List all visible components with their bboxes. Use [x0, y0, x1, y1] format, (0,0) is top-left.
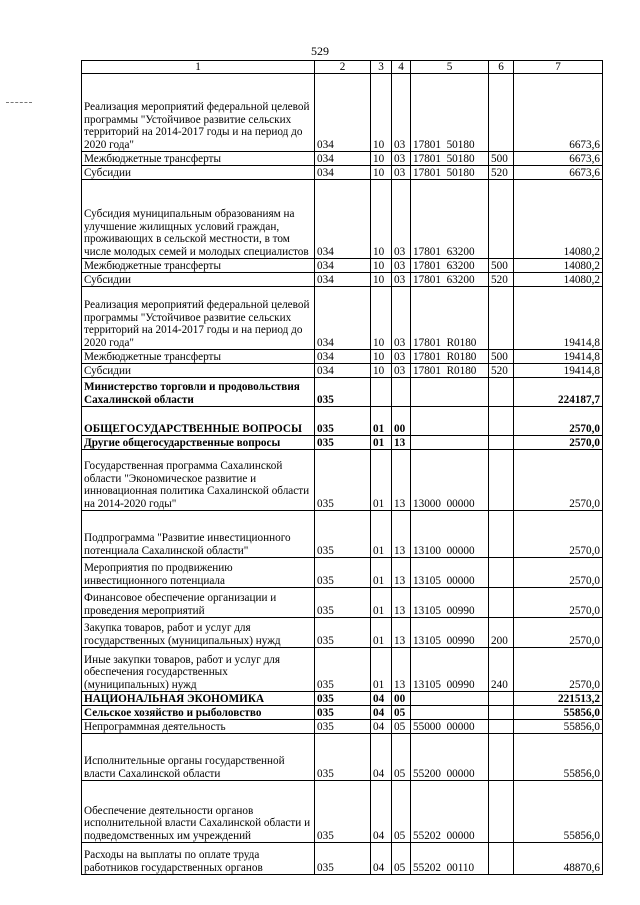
- row-amount-cell: 55856,0: [514, 781, 603, 843]
- row-ministry-code-cell: 034: [315, 273, 371, 287]
- row-name-cell: Реализация мероприятий федеральной целевой программы "Устойчивое развитие сельских территорий на 2014-2017 годы и на период до 2020 года": [82, 74, 315, 152]
- row-section-cell: 10: [371, 166, 392, 180]
- table-row: [82, 407, 603, 436]
- header-col-2: 2: [315, 61, 371, 74]
- row-target-article-cell: 17801 63200: [411, 180, 489, 259]
- row-ministry-code-cell: 034: [315, 287, 371, 350]
- row-target-article-cell: [411, 407, 489, 436]
- row-expense-type-cell: [489, 558, 514, 588]
- row-section-cell: 10: [371, 287, 392, 350]
- table-row: [82, 720, 603, 734]
- table-row: [82, 273, 603, 287]
- row-section-cell: 01: [371, 407, 392, 436]
- row-expense-type-cell: [489, 692, 514, 706]
- row-subsection-cell: 13: [392, 436, 411, 450]
- table-row: [82, 287, 603, 350]
- row-section-cell: 10: [371, 152, 392, 166]
- row-name-cell: Закупка товаров, работ и услуг для государственных (муниципальных) нужд: [82, 618, 315, 648]
- table-row: [82, 588, 603, 618]
- row-ministry-code-cell: 035: [315, 734, 371, 781]
- row-target-article-cell: 13105 00000: [411, 558, 489, 588]
- row-name-cell: Иные закупки товаров, работ и услуг для обеспечения государственных (муниципальных) нужд: [82, 648, 315, 692]
- row-ministry-code-cell: 035: [315, 588, 371, 618]
- row-target-article-cell: 55202 00000: [411, 781, 489, 843]
- row-target-article-cell: 17801 50180: [411, 152, 489, 166]
- row-amount-cell: 2570,0: [514, 648, 603, 692]
- table-row: [82, 436, 603, 450]
- row-amount-cell: 2570,0: [514, 450, 603, 511]
- row-ministry-code-cell: 034: [315, 259, 371, 273]
- table-row: [82, 259, 603, 273]
- table-row: [82, 692, 603, 706]
- row-expense-type-cell: [489, 180, 514, 259]
- row-ministry-code-cell: 035: [315, 706, 371, 720]
- row-expense-type-cell: [489, 720, 514, 734]
- table-row: [82, 378, 603, 407]
- row-ministry-code-cell: 035: [315, 781, 371, 843]
- table-row: [82, 618, 603, 648]
- row-subsection-cell: 00: [392, 692, 411, 706]
- row-section-cell: 04: [371, 843, 392, 875]
- row-target-article-cell: 13100 00000: [411, 511, 489, 558]
- row-section-cell: 01: [371, 618, 392, 648]
- row-subsection-cell: 13: [392, 558, 411, 588]
- row-ministry-code-cell: 034: [315, 350, 371, 364]
- table-row: [82, 74, 603, 152]
- row-section-cell: 04: [371, 706, 392, 720]
- row-amount-cell: 2570,0: [514, 511, 603, 558]
- row-expense-type-cell: [489, 781, 514, 843]
- row-ministry-code-cell: 035: [315, 558, 371, 588]
- row-subsection-cell: 13: [392, 648, 411, 692]
- row-expense-type-cell: [489, 74, 514, 152]
- row-target-article-cell: 17801 63200: [411, 259, 489, 273]
- row-subsection-cell: 13: [392, 618, 411, 648]
- row-name-cell: Сельское хозяйство и рыболовство: [82, 706, 315, 720]
- row-section-cell: 10: [371, 259, 392, 273]
- row-expense-type-cell: 500: [489, 259, 514, 273]
- row-amount-cell: 2570,0: [514, 588, 603, 618]
- table-row: [82, 152, 603, 166]
- row-expense-type-cell: 520: [489, 364, 514, 378]
- row-ministry-code-cell: 035: [315, 450, 371, 511]
- row-name-cell: Межбюджетные трансферты: [82, 350, 315, 364]
- row-expense-type-cell: [489, 450, 514, 511]
- row-subsection-cell: 05: [392, 734, 411, 781]
- row-expense-type-cell: [489, 511, 514, 558]
- row-section-cell: 01: [371, 450, 392, 511]
- header-col-5: 5: [411, 61, 489, 74]
- row-subsection-cell: 03: [392, 166, 411, 180]
- row-target-article-cell: 17801 50180: [411, 74, 489, 152]
- row-subsection-cell: 03: [392, 350, 411, 364]
- row-section-cell: 01: [371, 588, 392, 618]
- header-col-3: 3: [371, 61, 392, 74]
- row-ministry-code-cell: 035: [315, 407, 371, 436]
- row-target-article-cell: 13105 00990: [411, 588, 489, 618]
- table-row: [82, 648, 603, 692]
- row-ministry-code-cell: 034: [315, 152, 371, 166]
- row-subsection-cell: 13: [392, 450, 411, 511]
- row-amount-cell: 6673,6: [514, 152, 603, 166]
- table-row: [82, 166, 603, 180]
- row-amount-cell: 2570,0: [514, 618, 603, 648]
- row-target-article-cell: 55000 00000: [411, 720, 489, 734]
- row-target-article-cell: [411, 378, 489, 407]
- row-amount-cell: 221513,2: [514, 692, 603, 706]
- row-expense-type-cell: [489, 287, 514, 350]
- row-section-cell: 04: [371, 692, 392, 706]
- row-target-article-cell: 13000 00000: [411, 450, 489, 511]
- row-section-cell: [371, 378, 392, 407]
- row-target-article-cell: 17801 R0180: [411, 287, 489, 350]
- row-amount-cell: 55856,0: [514, 720, 603, 734]
- budget-table: [81, 60, 603, 875]
- page-number: 529: [311, 44, 329, 58]
- row-amount-cell: 48870,6: [514, 843, 603, 875]
- row-subsection-cell: 05: [392, 843, 411, 875]
- row-name-cell: Мероприятия по продвижению инвестиционного потенциала: [82, 558, 315, 588]
- row-expense-type-cell: [489, 843, 514, 875]
- row-ministry-code-cell: 035: [315, 720, 371, 734]
- row-subsection-cell: 05: [392, 720, 411, 734]
- row-target-article-cell: [411, 692, 489, 706]
- row-name-cell: Реализация мероприятий федеральной целевой программы "Устойчивое развитие сельских территорий на 2014-2017 годы и на период до 2020 года": [82, 287, 315, 350]
- row-expense-type-cell: [489, 378, 514, 407]
- row-section-cell: 10: [371, 74, 392, 152]
- row-amount-cell: 6673,6: [514, 166, 603, 180]
- row-subsection-cell: 13: [392, 588, 411, 618]
- row-expense-type-cell: 500: [489, 350, 514, 364]
- header-col-4: 4: [392, 61, 411, 74]
- row-section-cell: 04: [371, 734, 392, 781]
- row-target-article-cell: 17801 R0180: [411, 350, 489, 364]
- table-row: [82, 350, 603, 364]
- row-section-cell: 10: [371, 273, 392, 287]
- row-ministry-code-cell: 035: [315, 692, 371, 706]
- row-expense-type-cell: [489, 588, 514, 618]
- row-ministry-code-cell: 035: [315, 843, 371, 875]
- row-expense-type-cell: [489, 407, 514, 436]
- row-name-cell: Расходы на выплаты по оплате труда работников государственных органов: [82, 843, 315, 875]
- row-target-article-cell: 55202 00110: [411, 843, 489, 875]
- row-target-article-cell: 17801 63200: [411, 273, 489, 287]
- row-amount-cell: 14080,2: [514, 259, 603, 273]
- row-ministry-code-cell: 035: [315, 648, 371, 692]
- table-row: [82, 558, 603, 588]
- row-section-cell: 04: [371, 720, 392, 734]
- table-row: [82, 781, 603, 843]
- row-ministry-code-cell: 035: [315, 378, 371, 407]
- row-amount-cell: 2570,0: [514, 436, 603, 450]
- row-expense-type-cell: 520: [489, 273, 514, 287]
- row-target-article-cell: [411, 436, 489, 450]
- row-amount-cell: 19414,8: [514, 287, 603, 350]
- row-subsection-cell: 00: [392, 407, 411, 436]
- row-subsection-cell: 03: [392, 364, 411, 378]
- row-amount-cell: 2570,0: [514, 558, 603, 588]
- row-target-article-cell: [411, 706, 489, 720]
- row-ministry-code-cell: 034: [315, 180, 371, 259]
- row-expense-type-cell: 500: [489, 152, 514, 166]
- table-row: [82, 843, 603, 875]
- table-header-row: [82, 61, 603, 74]
- row-amount-cell: 14080,2: [514, 180, 603, 259]
- row-expense-type-cell: 200: [489, 618, 514, 648]
- row-section-cell: 04: [371, 781, 392, 843]
- header-col-1: 1: [82, 61, 315, 74]
- row-ministry-code-cell: 034: [315, 166, 371, 180]
- row-expense-type-cell: [489, 734, 514, 781]
- table-row: [82, 734, 603, 781]
- row-ministry-code-cell: 035: [315, 618, 371, 648]
- row-amount-cell: 55856,0: [514, 706, 603, 720]
- row-name-cell: Министерство торговли и продовольствия Сахалинской области: [82, 378, 315, 407]
- row-subsection-cell: 13: [392, 511, 411, 558]
- row-subsection-cell: 05: [392, 781, 411, 843]
- header-col-7: 7: [514, 61, 603, 74]
- row-section-cell: 10: [371, 364, 392, 378]
- row-expense-type-cell: [489, 436, 514, 450]
- row-subsection-cell: 03: [392, 180, 411, 259]
- table-row: [82, 511, 603, 558]
- row-expense-type-cell: 520: [489, 166, 514, 180]
- row-name-cell: Межбюджетные трансферты: [82, 152, 315, 166]
- row-amount-cell: 224187,7: [514, 378, 603, 407]
- row-section-cell: 10: [371, 180, 392, 259]
- row-amount-cell: 6673,6: [514, 74, 603, 152]
- header-col-6: 6: [489, 61, 514, 74]
- row-target-article-cell: 13105 00990: [411, 618, 489, 648]
- row-target-article-cell: 17801 R0180: [411, 364, 489, 378]
- row-name-cell: Другие общегосударственные вопросы: [82, 436, 315, 450]
- row-ministry-code-cell: 035: [315, 511, 371, 558]
- row-name-cell: НАЦИОНАЛЬНАЯ ЭКОНОМИКА: [82, 692, 315, 706]
- row-name-cell: Субсидии: [82, 166, 315, 180]
- row-name-cell: Обеспечение деятельности органов исполнительной власти Сахалинской области и подведомственных им учреждений: [82, 781, 315, 843]
- table-row: [82, 364, 603, 378]
- row-subsection-cell: 05: [392, 706, 411, 720]
- row-ministry-code-cell: 035: [315, 436, 371, 450]
- row-target-article-cell: 13105 00990: [411, 648, 489, 692]
- row-ministry-code-cell: 034: [315, 74, 371, 152]
- row-expense-type-cell: 240: [489, 648, 514, 692]
- row-subsection-cell: 03: [392, 74, 411, 152]
- row-subsection-cell: 03: [392, 287, 411, 350]
- row-amount-cell: 19414,8: [514, 364, 603, 378]
- row-section-cell: 10: [371, 350, 392, 364]
- row-amount-cell: 55856,0: [514, 734, 603, 781]
- row-amount-cell: 19414,8: [514, 350, 603, 364]
- row-name-cell: Субсидия муниципальным образованиям на улучшение жилищных условий граждан, проживающих в сельской местности, в том числе молодых семей и молодых специалистов: [82, 180, 315, 259]
- row-name-cell: Субсидии: [82, 273, 315, 287]
- row-section-cell: 01: [371, 648, 392, 692]
- row-name-cell: Непрограммная деятельность: [82, 720, 315, 734]
- row-name-cell: Подпрограмма "Развитие инвестиционного потенциала Сахалинской области": [82, 511, 315, 558]
- row-section-cell: 01: [371, 558, 392, 588]
- row-amount-cell: 14080,2: [514, 273, 603, 287]
- row-name-cell: Исполнительные органы государственной власти Сахалинской области: [82, 734, 315, 781]
- scan-artifact-mark: [6, 102, 32, 103]
- table-row: [82, 706, 603, 720]
- row-ministry-code-cell: 034: [315, 364, 371, 378]
- row-name-cell: Субсидии: [82, 364, 315, 378]
- row-target-article-cell: 17801 50180: [411, 166, 489, 180]
- row-subsection-cell: [392, 378, 411, 407]
- row-name-cell: Межбюджетные трансферты: [82, 259, 315, 273]
- table-row: [82, 180, 603, 259]
- table-row: [82, 450, 603, 511]
- row-name-cell: Государственная программа Сахалинской области "Экономическое развитие и инновационная политика Сахалинской области на 2014-2020 годы": [82, 450, 315, 511]
- row-name-cell: ОБЩЕГОСУДАРСТВЕННЫЕ ВОПРОСЫ: [82, 407, 315, 436]
- row-name-cell: Финансовое обеспечение организации и проведения мероприятий: [82, 588, 315, 618]
- row-expense-type-cell: [489, 706, 514, 720]
- row-target-article-cell: 55200 00000: [411, 734, 489, 781]
- row-subsection-cell: 03: [392, 273, 411, 287]
- row-section-cell: 01: [371, 436, 392, 450]
- row-amount-cell: 2570,0: [514, 407, 603, 436]
- row-subsection-cell: 03: [392, 152, 411, 166]
- row-subsection-cell: 03: [392, 259, 411, 273]
- row-section-cell: 01: [371, 511, 392, 558]
